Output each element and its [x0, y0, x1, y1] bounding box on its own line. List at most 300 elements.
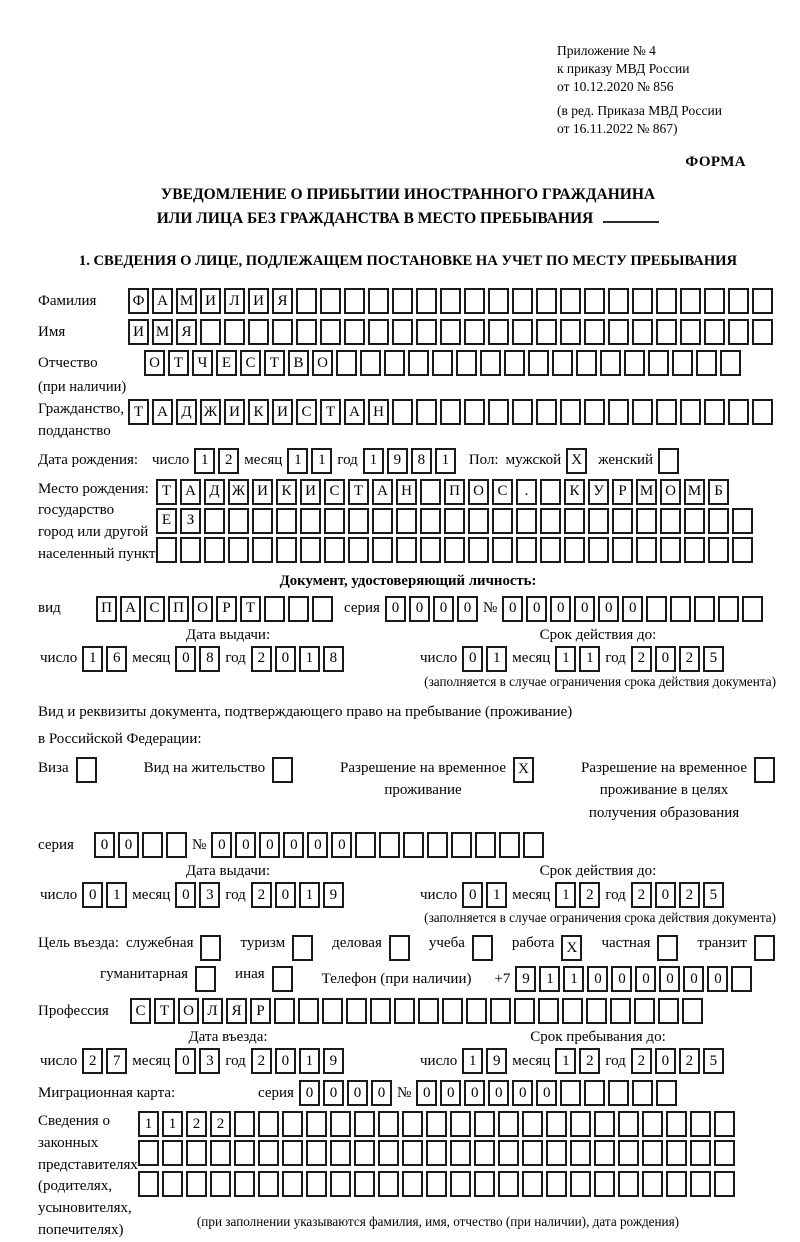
form-cell[interactable]: [330, 1140, 351, 1166]
form-cell[interactable]: [728, 288, 749, 314]
form-cell[interactable]: [656, 399, 677, 425]
form-cell[interactable]: [648, 350, 669, 376]
form-cell[interactable]: [162, 1140, 183, 1166]
form-cell[interactable]: О: [660, 479, 681, 505]
form-cell[interactable]: Я: [272, 288, 293, 314]
form-cell[interactable]: .: [516, 479, 537, 505]
form-cell[interactable]: [492, 508, 513, 534]
form-cell[interactable]: [714, 1140, 735, 1166]
form-cell[interactable]: [292, 935, 313, 961]
form-cell[interactable]: К: [276, 479, 297, 505]
form-cell[interactable]: 0: [707, 966, 728, 992]
form-cell[interactable]: [570, 1111, 591, 1137]
form-cell[interactable]: [514, 998, 535, 1024]
form-cell[interactable]: [200, 319, 221, 345]
form-cell[interactable]: [258, 1111, 279, 1137]
form-cell[interactable]: [540, 479, 561, 505]
form-cell[interactable]: П: [444, 479, 465, 505]
form-cell[interactable]: 0: [655, 1048, 676, 1074]
form-cell[interactable]: [588, 508, 609, 534]
form-cell[interactable]: 1: [486, 646, 507, 672]
form-cell[interactable]: 0: [659, 966, 680, 992]
form-cell[interactable]: [498, 1171, 519, 1197]
form-cell[interactable]: [672, 350, 693, 376]
form-cell[interactable]: З: [180, 508, 201, 534]
form-cell[interactable]: 0: [587, 966, 608, 992]
form-cell[interactable]: [394, 998, 415, 1024]
form-cell[interactable]: [732, 508, 753, 534]
form-cell[interactable]: [540, 537, 561, 563]
form-cell[interactable]: Т: [154, 998, 175, 1024]
form-cell[interactable]: [138, 1171, 159, 1197]
form-cell[interactable]: [680, 319, 701, 345]
form-cell[interactable]: [498, 1140, 519, 1166]
form-cell[interactable]: [690, 1140, 711, 1166]
form-cell[interactable]: [714, 1111, 735, 1137]
form-cell[interactable]: 3: [199, 882, 220, 908]
form-cell[interactable]: 0: [440, 1080, 461, 1106]
form-cell[interactable]: Н: [368, 399, 389, 425]
form-cell[interactable]: 2: [579, 882, 600, 908]
form-cell[interactable]: [570, 1171, 591, 1197]
form-cell[interactable]: [300, 508, 321, 534]
form-cell[interactable]: 0: [536, 1080, 557, 1106]
form-cell[interactable]: [608, 399, 629, 425]
form-cell[interactable]: [464, 399, 485, 425]
form-cell[interactable]: [468, 537, 489, 563]
form-cell[interactable]: [600, 350, 621, 376]
form-cell[interactable]: [186, 1171, 207, 1197]
form-cell[interactable]: С: [240, 350, 261, 376]
form-cell[interactable]: [536, 319, 557, 345]
form-cell[interactable]: [728, 399, 749, 425]
form-cell[interactable]: [612, 537, 633, 563]
form-cell[interactable]: 0: [211, 832, 232, 858]
form-cell[interactable]: [512, 288, 533, 314]
form-cell[interactable]: 0: [416, 1080, 437, 1106]
form-cell[interactable]: [586, 998, 607, 1024]
form-cell[interactable]: [392, 399, 413, 425]
form-cell[interactable]: Т: [320, 399, 341, 425]
form-cell[interactable]: 5: [703, 882, 724, 908]
form-cell[interactable]: [546, 1111, 567, 1137]
form-cell[interactable]: [312, 596, 333, 622]
form-cell[interactable]: [666, 1111, 687, 1137]
form-cell[interactable]: [608, 319, 629, 345]
form-cell[interactable]: 2: [631, 646, 652, 672]
form-cell[interactable]: [472, 935, 493, 961]
form-cell[interactable]: [389, 935, 410, 961]
form-cell[interactable]: 2: [631, 1048, 652, 1074]
form-cell[interactable]: [684, 537, 705, 563]
form-cell[interactable]: [608, 288, 629, 314]
form-cell[interactable]: [732, 537, 753, 563]
form-cell[interactable]: [499, 832, 520, 858]
form-cell[interactable]: [348, 508, 369, 534]
form-cell[interactable]: [570, 1140, 591, 1166]
form-cell[interactable]: М: [176, 288, 197, 314]
form-cell[interactable]: [584, 319, 605, 345]
form-cell[interactable]: [378, 1140, 399, 1166]
form-cell[interactable]: [492, 537, 513, 563]
form-cell[interactable]: [666, 1140, 687, 1166]
form-cell[interactable]: [272, 757, 293, 783]
form-cell[interactable]: 1: [106, 882, 127, 908]
form-cell[interactable]: 0: [635, 966, 656, 992]
form-cell[interactable]: [658, 998, 679, 1024]
form-cell[interactable]: [368, 319, 389, 345]
form-cell[interactable]: 2: [82, 1048, 103, 1074]
form-cell[interactable]: [564, 508, 585, 534]
form-cell[interactable]: [336, 350, 357, 376]
form-cell[interactable]: [696, 350, 717, 376]
form-cell[interactable]: [252, 508, 273, 534]
form-cell[interactable]: [657, 935, 678, 961]
form-cell[interactable]: [504, 350, 525, 376]
form-cell[interactable]: [210, 1140, 231, 1166]
form-cell[interactable]: [420, 479, 441, 505]
form-cell[interactable]: [546, 1171, 567, 1197]
form-cell[interactable]: [306, 1140, 327, 1166]
form-cell[interactable]: [418, 998, 439, 1024]
form-cell[interactable]: 0: [488, 1080, 509, 1106]
form-cell[interactable]: [728, 319, 749, 345]
form-cell[interactable]: 2: [579, 1048, 600, 1074]
form-cell[interactable]: [538, 998, 559, 1024]
form-cell[interactable]: 9: [515, 966, 536, 992]
form-cell[interactable]: [396, 508, 417, 534]
form-cell[interactable]: [594, 1140, 615, 1166]
form-cell[interactable]: 0: [283, 832, 304, 858]
form-cell[interactable]: [138, 1140, 159, 1166]
form-cell[interactable]: 1: [462, 1048, 483, 1074]
form-cell[interactable]: 0: [347, 1080, 368, 1106]
form-cell[interactable]: [378, 1111, 399, 1137]
form-cell[interactable]: [442, 998, 463, 1024]
form-cell[interactable]: [560, 399, 581, 425]
form-cell[interactable]: 2: [631, 882, 652, 908]
form-cell[interactable]: [320, 319, 341, 345]
form-cell[interactable]: 2: [218, 448, 239, 474]
form-cell[interactable]: М: [684, 479, 705, 505]
form-cell[interactable]: 0: [259, 832, 280, 858]
form-cell[interactable]: 1: [555, 646, 576, 672]
form-cell[interactable]: [426, 1111, 447, 1137]
form-cell[interactable]: 5: [703, 1048, 724, 1074]
form-cell[interactable]: 1: [299, 646, 320, 672]
form-cell[interactable]: [490, 998, 511, 1024]
form-cell[interactable]: 0: [462, 882, 483, 908]
form-cell[interactable]: Р: [250, 998, 271, 1024]
form-cell[interactable]: [731, 966, 752, 992]
form-cell[interactable]: [474, 1111, 495, 1137]
form-cell[interactable]: О: [468, 479, 489, 505]
form-cell[interactable]: [426, 1171, 447, 1197]
form-cell[interactable]: А: [152, 288, 173, 314]
form-cell[interactable]: 2: [186, 1111, 207, 1137]
form-cell[interactable]: 1: [486, 882, 507, 908]
form-cell[interactable]: 0: [611, 966, 632, 992]
form-cell[interactable]: [466, 998, 487, 1024]
form-cell[interactable]: [322, 998, 343, 1024]
form-cell[interactable]: [440, 288, 461, 314]
form-cell[interactable]: [234, 1171, 255, 1197]
form-cell[interactable]: [660, 508, 681, 534]
form-cell[interactable]: Д: [204, 479, 225, 505]
form-cell[interactable]: 5: [703, 646, 724, 672]
form-cell[interactable]: [464, 319, 485, 345]
form-cell[interactable]: [346, 998, 367, 1024]
form-cell[interactable]: [344, 319, 365, 345]
form-cell[interactable]: С: [492, 479, 513, 505]
form-cell[interactable]: [416, 288, 437, 314]
form-cell[interactable]: [204, 508, 225, 534]
form-cell[interactable]: [632, 399, 653, 425]
form-cell[interactable]: 1: [162, 1111, 183, 1137]
form-cell[interactable]: [690, 1171, 711, 1197]
form-cell[interactable]: [584, 399, 605, 425]
form-cell[interactable]: [475, 832, 496, 858]
form-cell[interactable]: К: [564, 479, 585, 505]
form-cell[interactable]: [660, 537, 681, 563]
form-cell[interactable]: 2: [679, 882, 700, 908]
form-cell[interactable]: [396, 537, 417, 563]
form-cell[interactable]: И: [200, 288, 221, 314]
form-cell[interactable]: 2: [251, 646, 272, 672]
form-cell[interactable]: [612, 508, 633, 534]
form-cell[interactable]: 0: [464, 1080, 485, 1106]
form-cell[interactable]: Ж: [200, 399, 221, 425]
form-cell[interactable]: [488, 288, 509, 314]
form-cell[interactable]: 8: [199, 646, 220, 672]
form-cell[interactable]: 1: [563, 966, 584, 992]
form-cell[interactable]: [234, 1140, 255, 1166]
form-cell[interactable]: А: [152, 399, 173, 425]
form-cell[interactable]: [642, 1111, 663, 1137]
form-cell[interactable]: [162, 1171, 183, 1197]
form-cell[interactable]: И: [272, 399, 293, 425]
form-cell[interactable]: [276, 537, 297, 563]
form-cell[interactable]: [228, 508, 249, 534]
form-cell[interactable]: О: [178, 998, 199, 1024]
form-cell[interactable]: [536, 288, 557, 314]
form-cell[interactable]: [432, 350, 453, 376]
form-cell[interactable]: 2: [210, 1111, 231, 1137]
form-cell[interactable]: [228, 537, 249, 563]
form-cell[interactable]: [642, 1171, 663, 1197]
form-cell[interactable]: [642, 1140, 663, 1166]
form-cell[interactable]: 1: [539, 966, 560, 992]
form-cell[interactable]: [440, 319, 461, 345]
form-cell[interactable]: 0: [175, 882, 196, 908]
form-cell[interactable]: [618, 1171, 639, 1197]
form-cell[interactable]: 0: [512, 1080, 533, 1106]
form-cell[interactable]: 0: [118, 832, 139, 858]
form-cell[interactable]: [656, 1080, 677, 1106]
form-cell[interactable]: [560, 288, 581, 314]
form-cell[interactable]: [282, 1171, 303, 1197]
form-cell[interactable]: [274, 998, 295, 1024]
form-cell[interactable]: [166, 832, 187, 858]
form-cell[interactable]: Т: [264, 350, 285, 376]
form-cell[interactable]: [560, 1080, 581, 1106]
form-cell[interactable]: 1: [82, 646, 103, 672]
form-cell[interactable]: 0: [598, 596, 619, 622]
form-cell[interactable]: [552, 350, 573, 376]
form-cell[interactable]: [512, 399, 533, 425]
form-cell[interactable]: [594, 1171, 615, 1197]
form-cell[interactable]: [522, 1171, 543, 1197]
form-cell[interactable]: 6: [106, 646, 127, 672]
form-cell[interactable]: [450, 1171, 471, 1197]
form-cell[interactable]: 0: [275, 882, 296, 908]
form-cell[interactable]: 1: [435, 448, 456, 474]
form-cell[interactable]: Т: [240, 596, 261, 622]
form-cell[interactable]: [708, 537, 729, 563]
form-cell[interactable]: [546, 1140, 567, 1166]
form-cell[interactable]: 7: [106, 1048, 127, 1074]
form-cell[interactable]: [610, 998, 631, 1024]
form-cell[interactable]: [694, 596, 715, 622]
form-cell[interactable]: Ф: [128, 288, 149, 314]
form-cell[interactable]: 1: [299, 882, 320, 908]
form-cell[interactable]: [320, 288, 341, 314]
form-cell[interactable]: [180, 537, 201, 563]
form-cell[interactable]: [754, 757, 775, 783]
form-cell[interactable]: Р: [216, 596, 237, 622]
form-cell[interactable]: О: [192, 596, 213, 622]
form-cell[interactable]: [330, 1171, 351, 1197]
form-cell[interactable]: 0: [235, 832, 256, 858]
form-cell[interactable]: [402, 1140, 423, 1166]
form-cell[interactable]: Ж: [228, 479, 249, 505]
form-cell[interactable]: [632, 288, 653, 314]
form-cell[interactable]: Т: [168, 350, 189, 376]
form-cell[interactable]: [516, 508, 537, 534]
form-cell[interactable]: И: [128, 319, 149, 345]
form-cell[interactable]: 0: [371, 1080, 392, 1106]
form-cell[interactable]: 1: [555, 882, 576, 908]
form-cell[interactable]: Т: [156, 479, 177, 505]
form-cell[interactable]: [272, 966, 293, 992]
form-cell[interactable]: [444, 537, 465, 563]
form-cell[interactable]: [324, 508, 345, 534]
form-cell[interactable]: И: [248, 288, 269, 314]
form-cell[interactable]: 2: [679, 1048, 700, 1074]
form-cell[interactable]: 0: [433, 596, 454, 622]
form-cell[interactable]: X: [566, 448, 587, 474]
form-cell[interactable]: [522, 1111, 543, 1137]
form-cell[interactable]: 0: [550, 596, 571, 622]
form-cell[interactable]: [608, 1080, 629, 1106]
form-cell[interactable]: 0: [574, 596, 595, 622]
form-cell[interactable]: [536, 399, 557, 425]
form-cell[interactable]: [742, 596, 763, 622]
form-cell[interactable]: [440, 399, 461, 425]
form-cell[interactable]: 0: [526, 596, 547, 622]
form-cell[interactable]: [298, 998, 319, 1024]
form-cell[interactable]: 0: [655, 646, 676, 672]
form-cell[interactable]: И: [300, 479, 321, 505]
form-cell[interactable]: К: [248, 399, 269, 425]
form-cell[interactable]: [368, 288, 389, 314]
form-cell[interactable]: С: [130, 998, 151, 1024]
form-cell[interactable]: 2: [679, 646, 700, 672]
form-cell[interactable]: [560, 319, 581, 345]
form-cell[interactable]: [324, 537, 345, 563]
form-cell[interactable]: [718, 596, 739, 622]
form-cell[interactable]: [540, 508, 561, 534]
form-cell[interactable]: [464, 288, 485, 314]
form-cell[interactable]: [522, 1140, 543, 1166]
form-cell[interactable]: [670, 596, 691, 622]
form-cell[interactable]: [248, 319, 269, 345]
form-cell[interactable]: [704, 319, 725, 345]
form-cell[interactable]: [76, 757, 97, 783]
form-cell[interactable]: [276, 508, 297, 534]
form-cell[interactable]: 0: [175, 646, 196, 672]
form-cell[interactable]: С: [324, 479, 345, 505]
form-cell[interactable]: [680, 288, 701, 314]
form-cell[interactable]: У: [588, 479, 609, 505]
form-cell[interactable]: [403, 832, 424, 858]
form-cell[interactable]: [468, 508, 489, 534]
form-cell[interactable]: [576, 350, 597, 376]
form-cell[interactable]: [632, 319, 653, 345]
form-cell[interactable]: [354, 1171, 375, 1197]
form-cell[interactable]: 0: [683, 966, 704, 992]
form-cell[interactable]: [666, 1171, 687, 1197]
form-cell[interactable]: 0: [275, 1048, 296, 1074]
form-cell[interactable]: [584, 1080, 605, 1106]
form-cell[interactable]: [636, 537, 657, 563]
form-cell[interactable]: [450, 1111, 471, 1137]
form-cell[interactable]: [296, 319, 317, 345]
form-cell[interactable]: [372, 508, 393, 534]
form-cell[interactable]: [752, 319, 773, 345]
form-cell[interactable]: [584, 288, 605, 314]
form-cell[interactable]: Т: [128, 399, 149, 425]
form-cell[interactable]: 8: [323, 646, 344, 672]
form-cell[interactable]: 8: [411, 448, 432, 474]
form-cell[interactable]: П: [96, 596, 117, 622]
form-cell[interactable]: 0: [323, 1080, 344, 1106]
form-cell[interactable]: [296, 288, 317, 314]
form-cell[interactable]: И: [224, 399, 245, 425]
form-cell[interactable]: [300, 537, 321, 563]
form-cell[interactable]: 0: [275, 646, 296, 672]
form-cell[interactable]: Т: [348, 479, 369, 505]
form-cell[interactable]: [488, 399, 509, 425]
form-cell[interactable]: [420, 537, 441, 563]
form-cell[interactable]: [752, 399, 773, 425]
form-cell[interactable]: 3: [199, 1048, 220, 1074]
form-cell[interactable]: [594, 1111, 615, 1137]
form-cell[interactable]: 9: [323, 1048, 344, 1074]
form-cell[interactable]: 0: [622, 596, 643, 622]
form-cell[interactable]: П: [168, 596, 189, 622]
form-cell[interactable]: [752, 288, 773, 314]
form-cell[interactable]: [636, 508, 657, 534]
form-cell[interactable]: 2: [251, 1048, 272, 1074]
form-cell[interactable]: Я: [226, 998, 247, 1024]
form-cell[interactable]: 0: [462, 646, 483, 672]
form-cell[interactable]: [195, 966, 216, 992]
form-cell[interactable]: 0: [82, 882, 103, 908]
form-cell[interactable]: [344, 288, 365, 314]
form-cell[interactable]: [450, 1140, 471, 1166]
form-cell[interactable]: [512, 319, 533, 345]
